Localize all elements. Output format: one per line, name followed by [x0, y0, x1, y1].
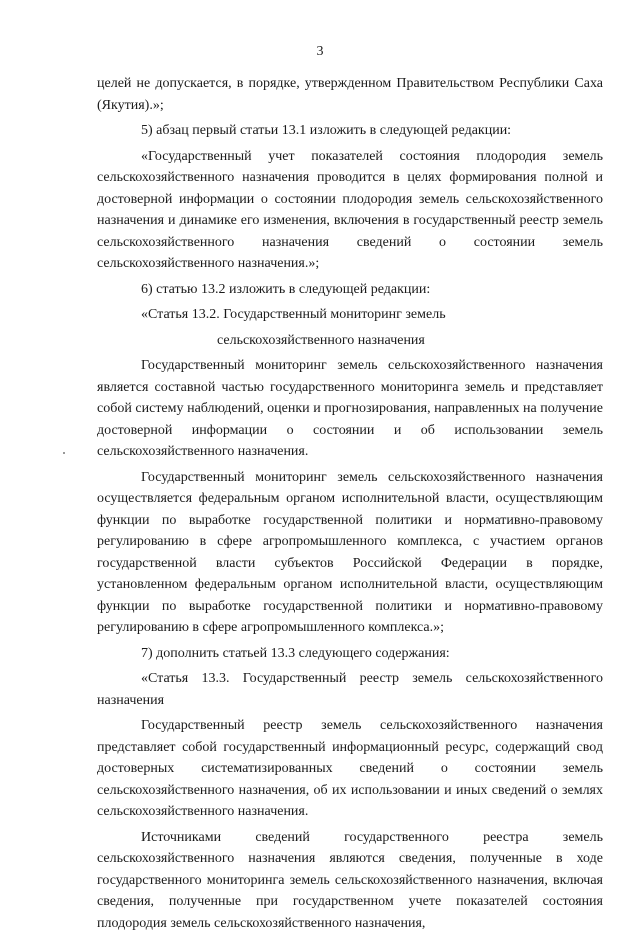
paragraph-article-13-2-part-2: Государственный мониторинг земель сельскохозяйственного назначения осуществляется федеральным органом исполнительной власти, осуществляющим функции по выработке государственной политики и нормативно-правовому регулированию в сфере агропромышленного комплекса, с участием органов государственной власти субъектов Российской Федерации в порядке, установленном федеральным органом исполнительной власти, осуществляющим функции по выработке государственной политики и нормативно-правовому регулированию в сфере агропромышленного комплекса.»;: [97, 469, 603, 635]
page-number: 3: [316, 44, 324, 59]
paragraph-item-5: 5) абзац первый статьи 13.1 изложить в следующей редакции:: [141, 123, 512, 138]
article-13-2-heading: «Статья 13.2. Государственный мониторинг земель: [141, 307, 446, 322]
paragraph-article-13-2-part-1: Государственный мониторинг земель сельскохозяйственного назначения является составной частью государственного мониторинга земель и представляет собой систему наблюдений, оценки и прогнозирования, направленных на получение достоверной информации о состоянии и об использовании земель сельскохозяйственного назначения.: [97, 358, 603, 459]
paragraph-continuation: целей не допускается, в порядке, утвержденном Правительством Республики Саха (Якутия).»;: [97, 76, 603, 113]
document-body: [97, 73, 603, 938]
paragraph-article-13-1-text: «Государственный учет показателей состояния плодородия земель сельскохозяйственного назначения проводится в целях формирования полной и достоверной информации о состоянии плодородия земель сельскохозяйственного назначения и динамике его изменения, включения в государственный реестр земель сельскохозяйственного назначения сведений о состоянии земель сельскохозяйственного назначения.»;: [97, 148, 603, 271]
scan-speck: [63, 452, 65, 454]
paragraph-item-7: 7) дополнить статьей 13.3 следующего содержания:: [141, 645, 450, 661]
paragraph-article-13-3-part-1: Государственный реестр земель сельскохозяйственного назначения представляет собой государственный информационный ресурс, содержащий свод достоверных систематизированных сведений о состоянии земель сельскохозяйственного назначения, об их использовании и иных сведений о землях сельскохозяйственного назначения.: [97, 718, 603, 819]
paragraph-article-13-3-part-2: Источниками сведений государственного реестра земель сельскохозяйственного назначения являются сведения, полученные в ходе государственного мониторинга земель сельскохозяйственного назначения, включая сведения, полученные при государственном учете показателей состояния плодородия земель сельскохозяйственного назначения,: [97, 829, 603, 931]
article-13-2-heading-continued: сельскохозяйственного назначения: [217, 332, 425, 348]
paragraph-item-6: 6) статью 13.2 изложить в следующей редакции:: [141, 281, 431, 297]
article-13-3-heading: «Статья 13.3. Государственный реестр земель сельскохозяйственного назначения: [97, 671, 603, 708]
